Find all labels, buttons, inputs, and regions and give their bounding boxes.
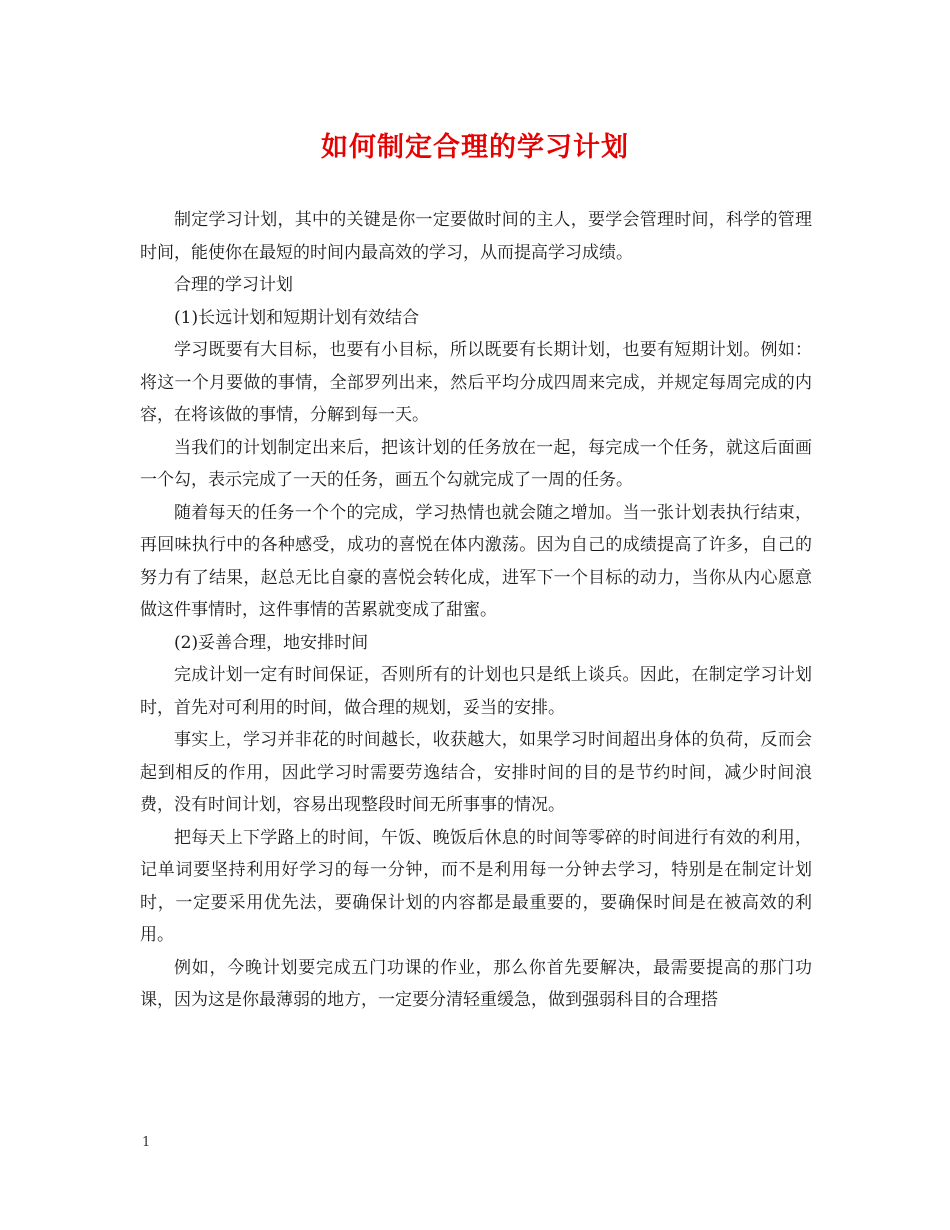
subsection-heading: (2)妥善合理，地安排时间 — [174, 632, 369, 653]
paragraph: 当我们的计划制定出来后，把该计划的任务放在一起，每完成一个任务，就这后面画一个勾，表示完成了一天的任务，画五个勾就完成了一周的任务。 — [140, 437, 812, 490]
document-body — [140, 204, 812, 1017]
document-title: 如何制定合理的学习计划 — [321, 132, 629, 163]
paragraph: 随着每天的任务一个个的完成，学习热情也就会随之增加。当一张计划表执行结束，再回味执行中的各种感受，成功的喜悦在体内激荡。因为自己的成绩提高了许多，自己的努力有了结果，赵总无比自豪的喜悦会转化成，进军下一个目标的动力，当你从内心愿意做这件事情时，这件事情的苦累就变成了甜蜜。 — [140, 502, 812, 620]
paragraph: 学习既要有大目标，也要有小目标，所以既要有长期计划，也要有短期计划。例如：将这一个月要做的事情，全部罗列出来，然后平均分成四周来完成，并规定每周完成的内容，在将该做的事情，分解到每一天。 — [140, 340, 812, 425]
section-heading: 合理的学习计划 — [174, 275, 293, 295]
paragraph: 把每天上下学路上的时间，午饭、晚饭后休息的时间等零碎的时间进行有效的利用，记单词要坚持利用好学习的每一分钟，而不是利用每一分钟去学习，特别是在制定计划时，一定要采用优先法，要确保计划的内容都是最重要的，要确保时间是在被高效的利用。 — [140, 827, 812, 945]
paragraph: 事实上，学习并非花的时间越长，收获越大，如果学习时间超出身体的负荷，反而会起到相反的作用，因此学习时需要劳逸结合，安排时间的目的是节约时间，减少时间浪费，没有时间计划，容易出现整段时间无所事事的情况。 — [140, 730, 812, 815]
subsection-heading: (1)长远计划和短期计划有效结合 — [174, 307, 420, 328]
page-number: 1 — [142, 1135, 151, 1150]
paragraph: 完成计划一定有时间保证，否则所有的计划也只是纸上谈兵。因此，在制定学习计划时，首先对可利用的时间，做合理的规划，妥当的安排。 — [140, 665, 812, 718]
paragraph: 例如，今晚计划要完成五门功课的作业，那么你首先要解决，最需要提高的那门功课，因为这是你最薄弱的地方，一定要分清轻重缓急，做到强弱科目的合理搭 — [140, 957, 812, 1010]
paragraph: 制定学习计划，其中的关键是你一定要做时间的主人，要学会管理时间，科学的管理时间，能使你在最短的时间内最高效的学习，从而提高学习成绩。 — [140, 210, 812, 263]
